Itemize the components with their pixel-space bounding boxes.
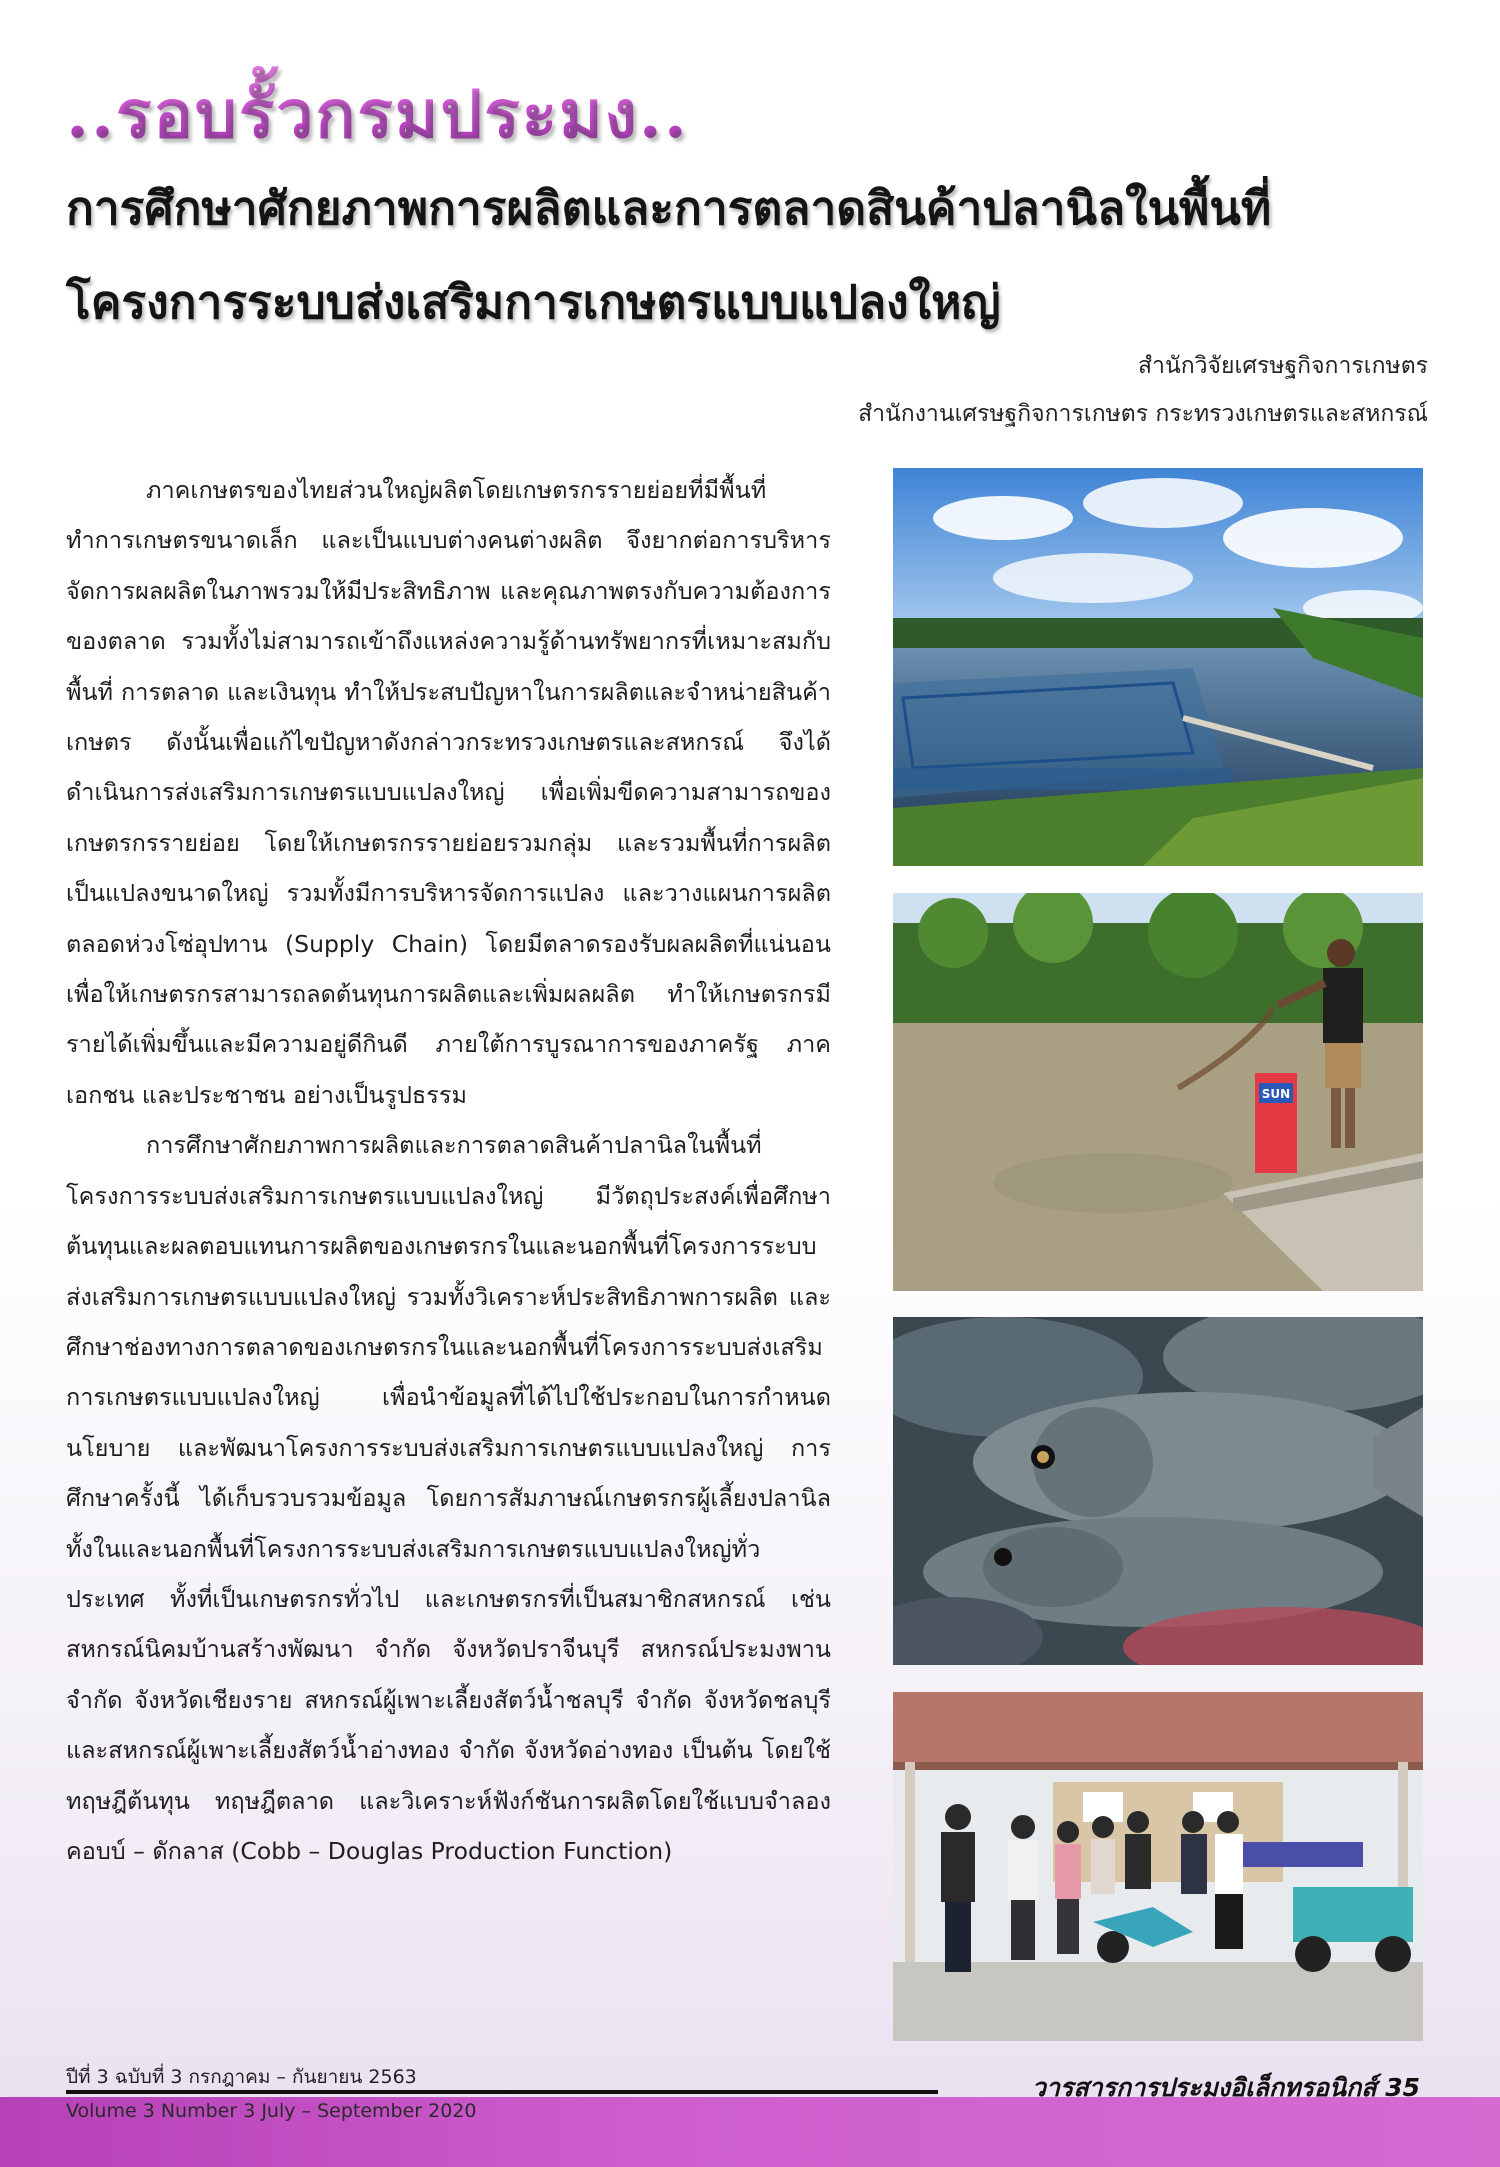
section-title: ..รอบรั้วกรมประมง.. [66,62,689,167]
footer-issue-english: Volume 3 Number 3 July – September 2020 [66,2100,477,2122]
footer-divider [66,2090,938,2094]
footer-journal-page: วารสารการประมงอิเล็กทรอนิกส์ 35 [1031,2073,1420,2102]
photo-fish-pond-net-cages [893,468,1423,866]
article-paragraph-1: ภาคเกษตรของไทยส่วนใหญ่ผลิตโดยเกษตรกรรายย่อยที่มีพื้นที่ทำการเกษตรขนาดเล็ก และเป็นแบบต่างคนต่างผลิต จึงยากต่อการบริหารจัดการผลผลิตในภาพรวมให้มีประสิทธิภาพ และคุณภาพตรงกับความต้องการของตลาด รวมทั้งไม่สามารถเข้าถึงแหล่งความรู้ด้านทรัพยากรที่เหมาะสมกับพื้นที่ การตลาด และเงินทุน ทำให้ประสบปัญหาในการผลิตและจำหน่ายสินค้าเกษตร ดังนั้นเพื่อแก้ไขปัญหาดังกล่าวกระทรวงเกษตรและสหกรณ์ จึงได้ดำเนินการส่งเสริมการเกษตรแบบแปลงใหญ่ เพื่อเพิ่มขีดความสามารถของเกษตรกรรายย่อย โดยให้เกษตรกรรายย่อยรวมกลุ่ม และรวมพื้นที่การผลิตเป็นแปลงขนาดใหญ่ รวมทั้งมีการบริหารจัดการแปลง และวางแผนการผลิตตลอดห่วงโซ่อุปทาน (Supply Chain) โดยมีตลาดรองรับผลผลิตที่แน่นอน เพื่อให้เกษตรกรสามารถลดต้นทุนการผลิตและเพิ่มผลผลิต ทำให้เกษตรกรมีรายได้เพิ่มขึ้นและมีความอยู่ดีกินดี ภายใต้การบูรณาการของภาครัฐ ภาคเอกชน และประชาชน อย่างเป็นรูปธรรม [66,476,831,1109]
photo-farmer-feeding-fish [893,893,1423,1291]
photo-tilapia-fish [893,1317,1423,1665]
article-title-line-2: โครงการระบบส่งเสริมการเกษตรแบบแปลงใหญ่ [66,275,1001,329]
article-body [66,465,831,1876]
footer-issue-thai: ปีที่ 3 ฉบับที่ 3 กรกฎาคม – กันยายน 2563 [66,2066,417,2088]
author-org-line-2: สำนักงานเศรษฐกิจการเกษตร กระทรวงเกษตรและสหกรณ์ [858,401,1428,427]
feed-bag-label: SUN [1261,1087,1291,1101]
article-title-line-1: การศึกษาศักยภาพการผลิตและการตลาดสินค้าปลานิลในพื้นที่ [66,181,1272,235]
photo-group-visit [893,1692,1423,2041]
author-org-line-1: สำนักวิจัยเศรษฐกิจการเกษตร [1138,353,1428,379]
article-paragraph-2: การศึกษาศักยภาพการผลิตและการตลาดสินค้าปลานิลในพื้นที่โครงการระบบส่งเสริมการเกษตรแบบแปลงใหญ่ มีวัตถุประสงค์เพื่อศึกษาต้นทุนและผลตอบแทนการผลิตของเกษตรกรในและนอกพื้นที่โครงการระบบส่งเสริมการเกษตรแบบแปลงใหญ่ รวมทั้งวิเคราะห์ประสิทธิภาพการผลิต และศึกษาช่องทางการตลาดของเกษตรกรในและนอกพื้นที่โครงการระบบส่งเสริมการเกษตรแบบแปลงใหญ่ เพื่อนำข้อมูลที่ได้ไปใช้ประกอบในการกำหนดนโยบาย และพัฒนาโครงการระบบส่งเสริมการเกษตรแบบแปลงใหญ่ การศึกษาครั้งนี้ ได้เก็บรวบรวมข้อมูล โดยการสัมภาษณ์เกษตรกรผู้เลี้ยงปลานิลทั้งในและนอกพื้นที่โครงการระบบส่งเสริมการเกษตรแบบแปลงใหญ่ทั่วประเทศ ทั้งที่เป็นเกษตรกรทั่วไป และเกษตรกรที่เป็นสมาชิกสหกรณ์ เช่น สหกรณ์นิคมบ้านสร้างพัฒนา จำกัด จังหวัดปราจีนบุรี สหกรณ์ประมงพาน จำกัด จังหวัดเชียงราย สหกรณ์ผู้เพาะเลี้ยงสัตว์น้ำชลบุรี จำกัด จังหวัดชลบุรี และสหกรณ์ผู้เพาะเลี้ยงสัตว์น้ำอ่างทอง จำกัด จังหวัดอ่างทอง เป็นต้น โดยใช้ทฤษฎีต้นทุน ทฤษฎีตลาด และวิเคราะห์ฟังก์ชันการผลิตโดยใช้แบบจำลองคอบบ์ – ดักลาส (Cobb – Douglas Production Function) [66,1131,831,1865]
